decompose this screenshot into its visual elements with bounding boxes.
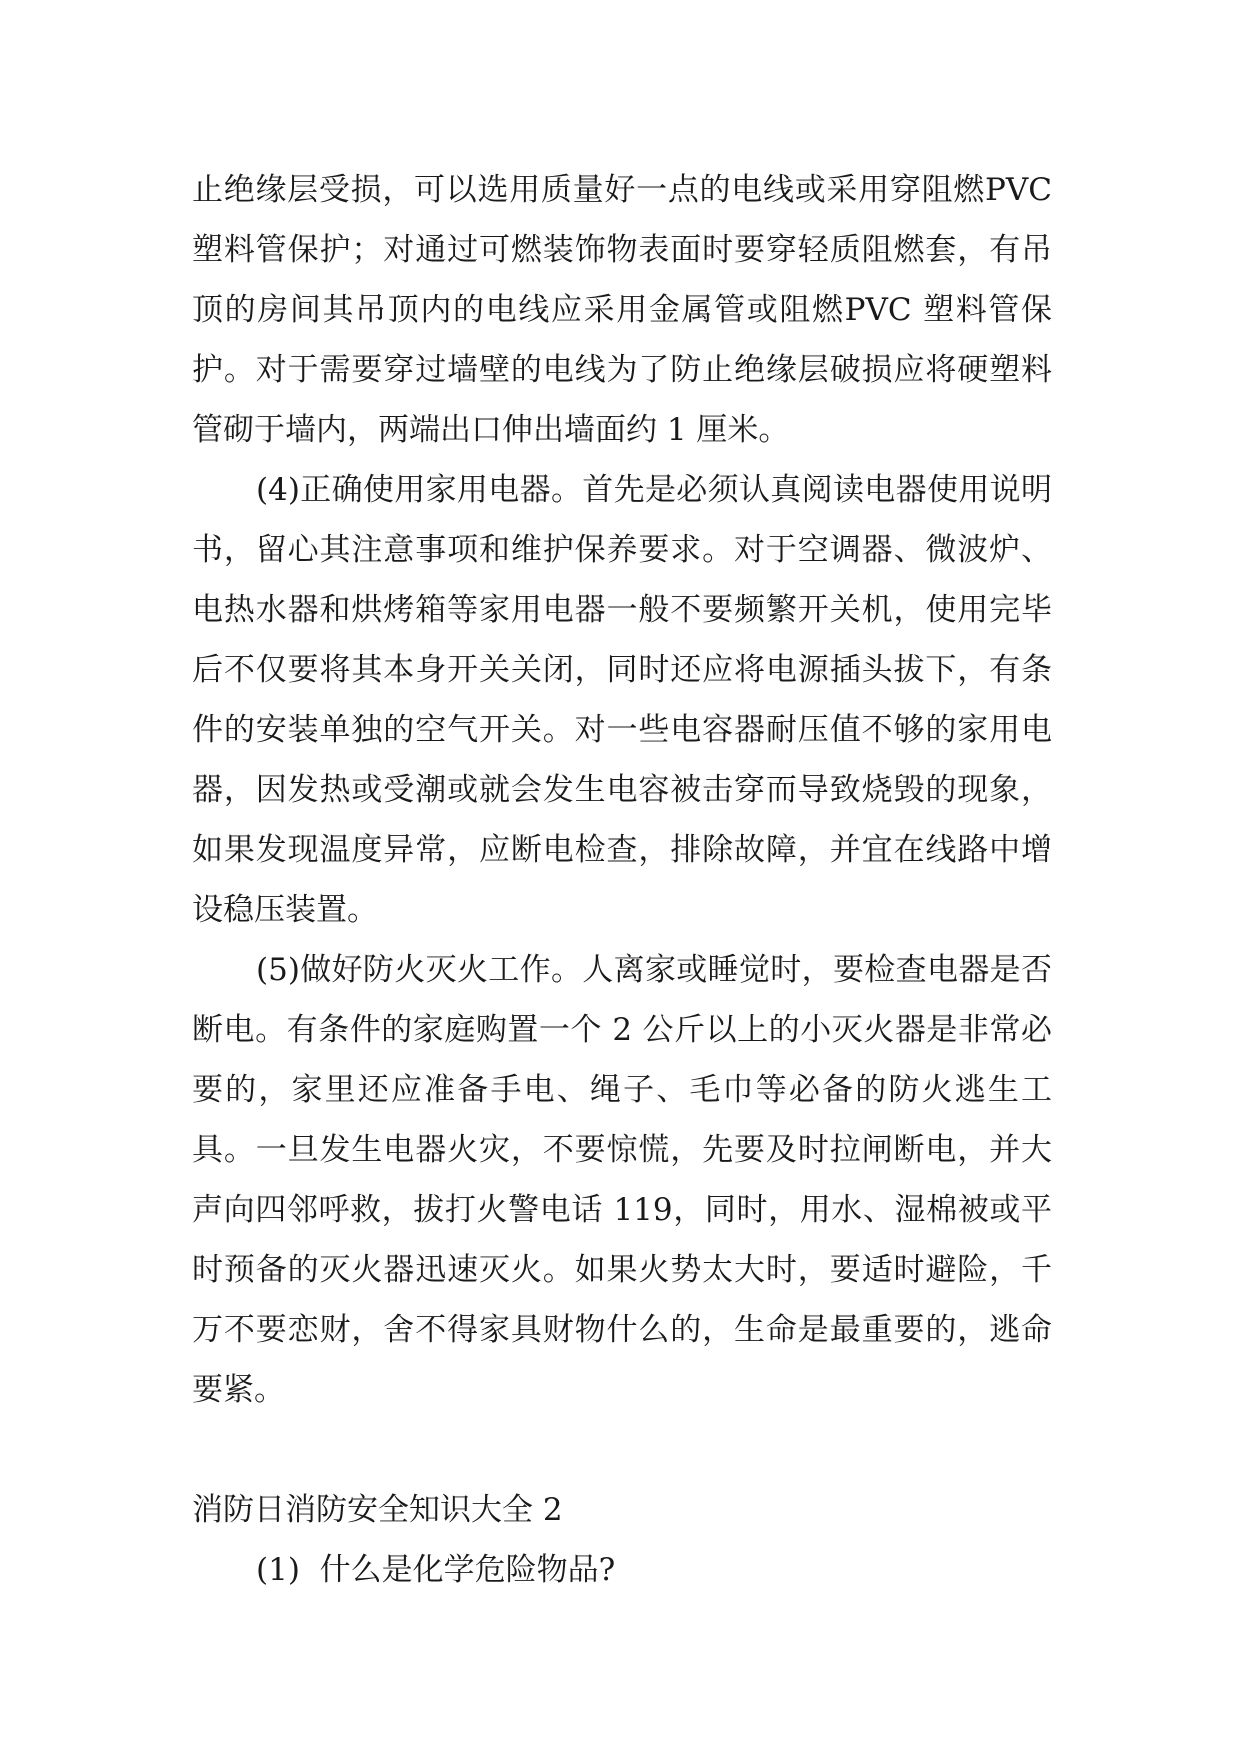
question-heading: (1) 什么是化学危险物品? [256,1552,616,1588]
section-title: 消防日消防安全知识大全 2 [192,1492,563,1528]
paragraph-appliance-usage: (4)正确使用家用电器。首先是必须认真阅读电器使用说明书，留心其注意事项和维护保养要求。对于空调器、微波炉、电热水器和烘烤箱等家用电器一般不要频繁开关机，使用完毕后不仅要将其本身开关关闭，同时还应将电源插头拔下，有条件的安装单独的空气开关。对一些电容器耐压值不够的家用电器，因发热或受潮或就会发生电容被击穿而导致烧毁的现象，如果发现温度异常，应断电检查，排除故障，并宜在线路中增设稳压装置。 [192,472,1052,928]
paragraph-wiring-protection: 止绝缘层受损，可以选用质量好一点的电线或采用穿阻燃PVC 塑料管保护；对通过可燃装饰物表面时要穿轻质阻燃套，有吊顶的房间其吊顶内的电线应采用金属管或阻燃PVC 塑料管保护。对于需要穿过墙壁的电线为了防止绝缘层破损应将硬塑料管砌于墙内，两端出口伸出墙面约 1 厘米。 [192,172,1062,448]
document-body [192,160,1062,1600]
paragraph-fire-prevention: (5)做好防火灭火工作。人离家或睡觉时，要检查电器是否断电。有条件的家庭购置一个 2 公斤以上的小灭火器是非常必要的，家里还应准备手电、绳子、毛巾等必备的防火逃生工具。一旦发生电器火灾，不要惊慌，先要及时拉闸断电，并大声向四邻呼救，拔打火警电话 119，同时，用水、湿棉被或平时预备的灭火器迅速灭火。如果火势太大时，要适时避险，千万不要恋财，舍不得家具财物什么的，生命是最重要的，逃命要紧。 [192,952,1052,1408]
section-spacer [192,1420,1052,1480]
